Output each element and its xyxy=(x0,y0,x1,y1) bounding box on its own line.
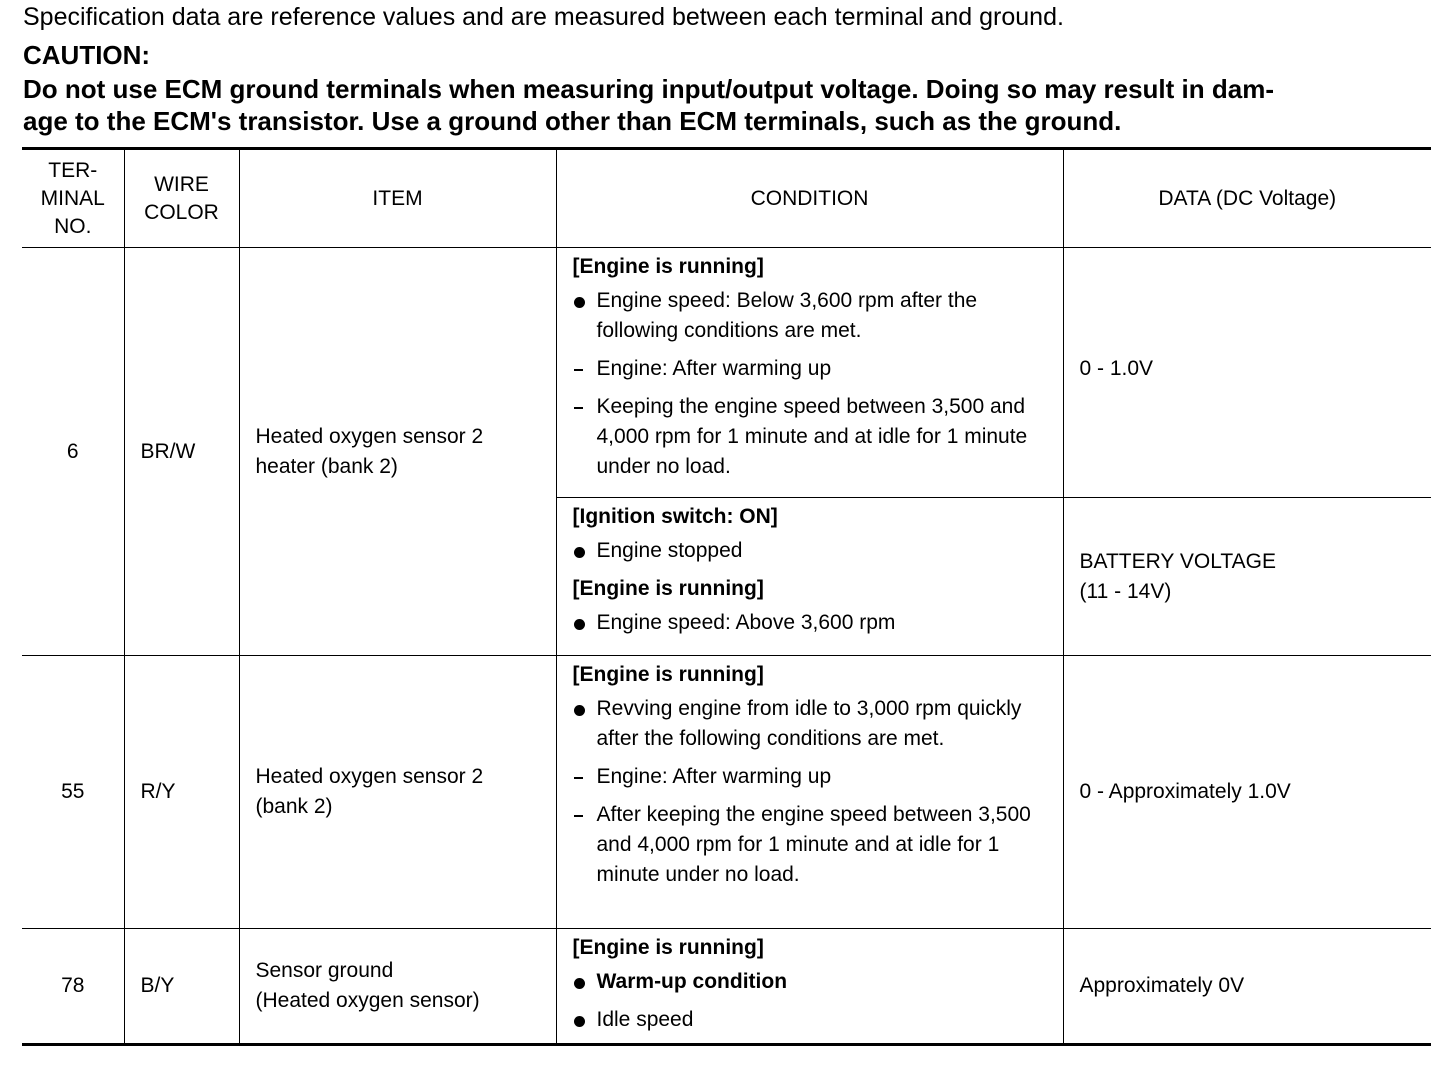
header-terminal-no xyxy=(22,149,124,248)
terminal-spec-table xyxy=(22,147,1431,1046)
condition-text: Engine: After warming up xyxy=(596,357,832,380)
caution-text xyxy=(23,73,1433,137)
table-row xyxy=(22,929,1431,1045)
condition-cell xyxy=(556,656,1063,929)
condition-heading: [Engine is running] xyxy=(572,577,764,600)
condition-cell xyxy=(556,929,1063,1045)
table-row xyxy=(22,656,1431,929)
caution-line: age to the ECM's transistor. Use a ground other than ECM terminals, such as the ground. xyxy=(23,106,1122,136)
condition-text: Idle speed xyxy=(596,1008,694,1031)
data-cell: 0 - 1.0V xyxy=(1063,248,1431,498)
condition-text: Engine speed: Above 3,600 rpm xyxy=(596,611,896,634)
condition-bullet xyxy=(573,967,1053,997)
wire-color-cell: R/Y xyxy=(124,656,239,929)
header-condition: CONDITION xyxy=(556,149,1063,248)
header-text: NO. xyxy=(54,214,92,238)
condition-heading: [Engine is running] xyxy=(572,255,764,278)
data-text: (11 - 14V) xyxy=(1079,579,1172,603)
item-text: (bank 2) xyxy=(255,795,333,818)
caution-title: CAUTION: xyxy=(23,40,151,70)
data-cell: 0 - Approximately 1.0V xyxy=(1063,656,1431,929)
header-text: MINAL xyxy=(40,186,105,210)
condition-text: Keeping the engine speed between 3,500 and 4,000 rpm for 1 minute and at idle for 1 minute under no load. xyxy=(596,395,1028,478)
item-cell xyxy=(239,656,556,929)
header-text: COLOR xyxy=(144,200,219,224)
condition-heading: [Ignition switch: ON] xyxy=(572,505,778,528)
intro-text: Specification data are reference values and are measured between each terminal and ground. xyxy=(23,3,1064,31)
item-cell xyxy=(239,929,556,1045)
condition-dash-item xyxy=(573,762,1053,792)
condition-text: Engine: After warming up xyxy=(596,765,832,788)
data-cell xyxy=(1063,498,1431,656)
table-row xyxy=(22,248,1431,498)
condition-text: Engine speed: Below 3,600 rpm after the following conditions are met. xyxy=(596,289,978,342)
condition-bullet xyxy=(573,286,1053,346)
condition-heading: [Engine is running] xyxy=(572,663,764,686)
data-text: BATTERY VOLTAGE xyxy=(1079,549,1276,573)
condition-cell xyxy=(556,248,1063,498)
condition-text: Revving engine from idle to 3,000 rpm quickly after the following conditions are met. xyxy=(596,697,1022,750)
item-text: Heated oxygen sensor 2 xyxy=(255,424,484,448)
condition-dash-item xyxy=(573,354,1053,384)
wire-color-cell: BR/W xyxy=(124,248,239,656)
condition-bullet xyxy=(573,694,1053,754)
condition-text: Warm-up condition xyxy=(596,970,788,993)
condition-text: Engine stopped xyxy=(596,539,743,562)
condition-text: After keeping the engine speed between 3,500 and 4,000 rpm for 1 minute and at idle for 1 minute under no load. xyxy=(596,803,1031,886)
item-cell xyxy=(239,248,556,656)
condition-dash-item xyxy=(573,392,1053,482)
condition-dash-item xyxy=(573,800,1053,890)
item-text: (Heated oxygen sensor) xyxy=(255,989,480,1012)
condition-heading: [Engine is running] xyxy=(572,936,764,959)
condition-bullet xyxy=(573,536,1053,566)
header-wire-color xyxy=(124,149,239,248)
item-text: Sensor ground xyxy=(255,959,394,982)
terminal-number-cell: 6 xyxy=(22,248,124,656)
item-text: Heated oxygen sensor 2 xyxy=(255,765,484,788)
data-cell: Approximately 0V xyxy=(1063,929,1431,1045)
condition-bullet xyxy=(573,608,1053,638)
condition-bullet xyxy=(573,1005,1053,1035)
header-data: DATA (DC Voltage) xyxy=(1063,149,1431,248)
condition-cell xyxy=(556,498,1063,656)
terminal-number-cell: 78 xyxy=(22,929,124,1045)
header-text: TER- xyxy=(48,158,98,182)
header-item: ITEM xyxy=(239,149,556,248)
caution-line: Do not use ECM ground terminals when measuring input/output voltage. Doing so may result in dam- xyxy=(23,74,1274,104)
wire-color-cell: B/Y xyxy=(124,929,239,1045)
header-text: WIRE xyxy=(154,172,209,196)
item-text: heater (bank 2) xyxy=(255,454,398,478)
terminal-number-cell: 55 xyxy=(22,656,124,929)
table-header-row xyxy=(22,149,1431,248)
